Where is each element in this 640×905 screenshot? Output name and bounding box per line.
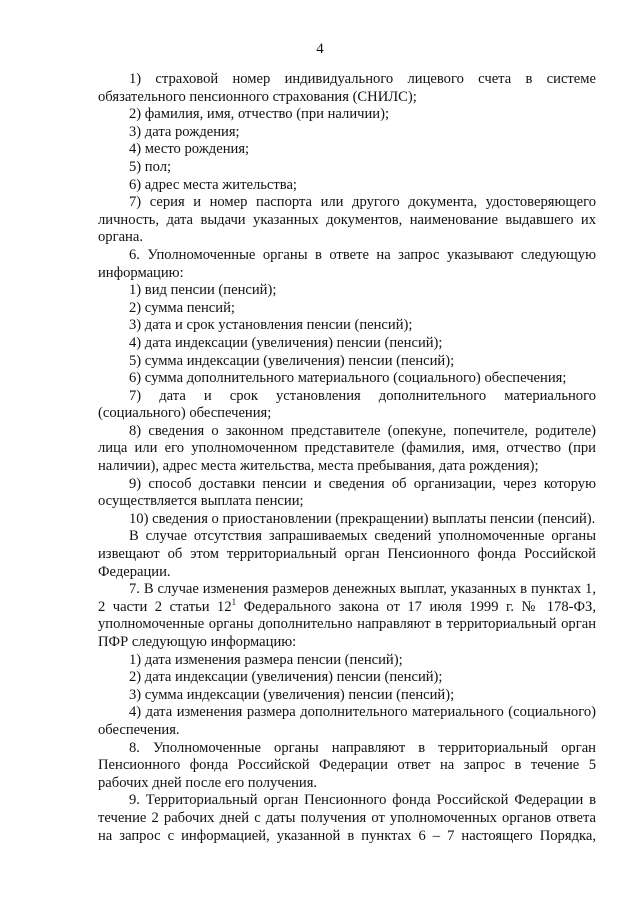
paragraph-indexation-amount: 5) сумма индексации (увеличения) пенсии (пенсий); [129,352,455,369]
paragraph-additional-support-change-date: 4) дата изменения размера дополнительного материального (социального) обеспечения. [98,704,596,738]
paragraph-indexation-amount-2: 3) сумма индексации (увеличения) пенсии (пенсий); [129,686,455,703]
paragraph-suspension: 10) сведения о приостановлении (прекращении) выплаты пенсии (пенсий). [129,510,596,527]
paragraph-snils: 1) страховой номер индивидуального лицевого счета в системе обязательного пенсионного страхования (СНИЛС); [98,71,596,105]
paragraph-residence-address: 6) адрес места жительства; [129,176,297,193]
paragraph-passport: 7) серия и номер паспорта или другого документа, удостоверяющего личность, дата выдачи указанных документов, наименование выдавшего их органа. [98,194,596,246]
paragraph-section-9: 9. Территориальный орган Пенсионного фонда Российской Федерации в течение 2 рабочих дней с даты получения от уполномоченных органов ответа на запрос с информацией, указанной в пунктах 6 – 7 настоящего Порядка, [98,792,596,844]
body-text [98,71,596,845]
paragraph-birth-place: 4) место рождения; [129,141,250,158]
paragraph-birth-date: 3) дата рождения; [129,123,240,140]
paragraph-size-change-date: 1) дата изменения размера пенсии (пенсий); [129,651,403,668]
paragraph-no-data-notice: В случае отсутствия запрашиваемых сведений уполномоченные органы извещают об этом территориальный орган Пенсионного фонда Российской Федерации. [98,528,596,580]
paragraph-additional-support-term: 7) дата и срок установления дополнительного материального (социального) обеспечения; [98,387,596,422]
paragraph-section-8: 8. Уполномоченные органы направляют в территориальный орган Пенсионного фонда Российской Федерации ответ на запрос в течение 5 рабочих дней после его получения. [98,739,596,791]
section-7-text-start: 7. В случае изменения размеров денежных выплат, указанных в пунктах 1, 2 части 2 статьи 12 [98,581,596,615]
paragraph-indexation-date: 4) дата индексации (увеличения) пенсии (пенсий); [129,334,443,351]
paragraph-delivery-method: 9) способ доставки пенсии и сведения об организации, через которую осуществляется выплата пенсии; [98,475,596,510]
paragraph-indexation-date-2: 2) дата индексации (увеличения) пенсии (пенсий); [129,669,443,686]
page-number: 4 [316,41,324,57]
paragraph-sex: 5) пол; [129,158,172,175]
paragraph-full-name: 2) фамилия, имя, отчество (при наличии); [129,106,390,123]
section-7-text-end: Федерального закона от 17 июля 1999 г. № 178-ФЗ, уполномоченные органы дополнительно направляют в территориальный орган ПФР следующую информацию: [98,598,596,650]
paragraph-pension-amount: 2) сумма пенсий; [129,299,235,316]
paragraph-pension-type: 1) вид пенсии (пенсий); [129,282,277,299]
superscript-one: 1 [231,596,237,607]
paragraph-section-6: 6. Уполномоченные органы в ответе на запрос указывают следующую информацию: [98,246,596,281]
paragraph-additional-support-amount: 6) сумма дополнительного материального (социального) обеспечения; [129,370,567,387]
paragraph-legal-representative: 8) сведения о законном представителе (опекуне, попечителе, родителе) лица или его уполномоченном представителе (фамилия, имя, отчество (при наличии), адрес места жительства, места пребывания, дата рождения); [98,422,596,475]
paragraph-pension-term: 3) дата и срок установления пенсии (пенсий); [129,317,413,334]
paragraph-section-7 [98,581,596,651]
